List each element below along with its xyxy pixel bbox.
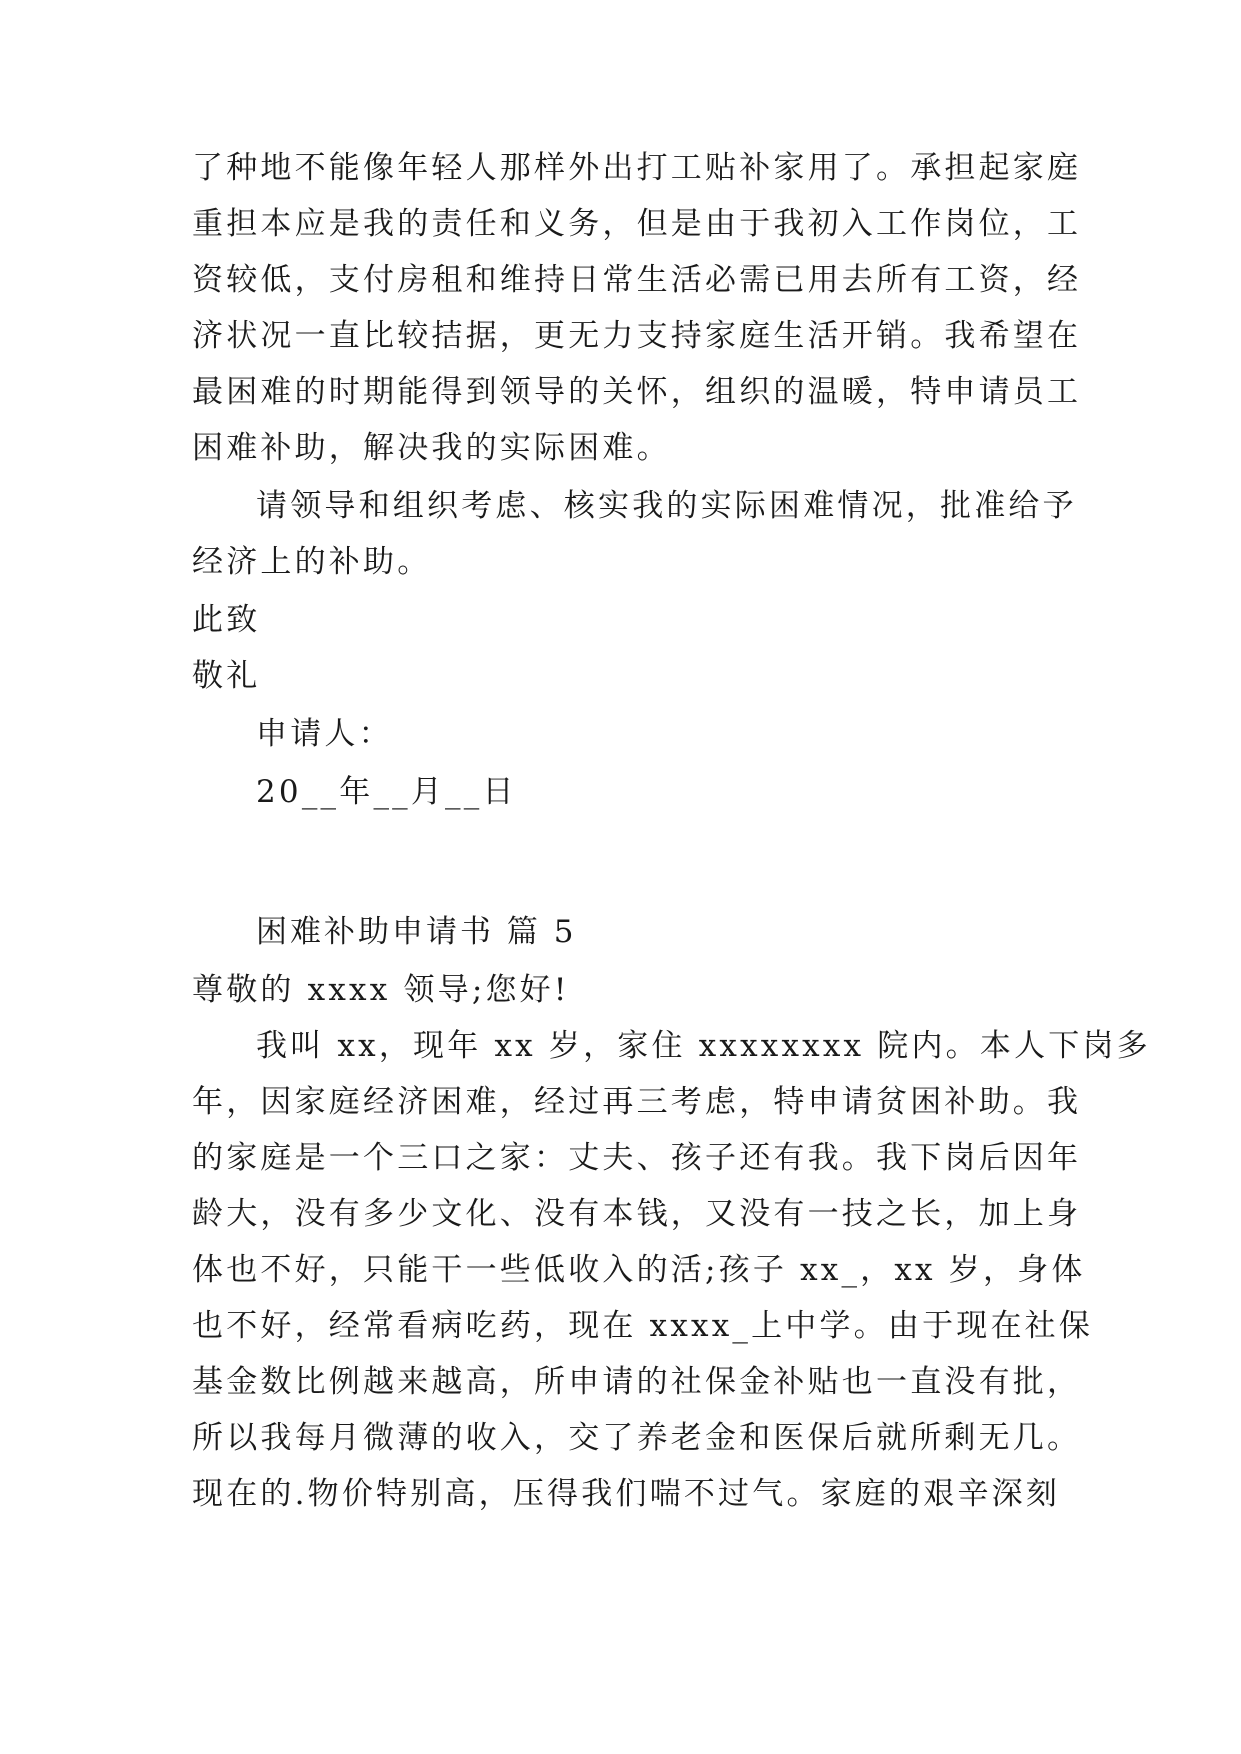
paragraph-line: 体也不好，只能干一些低收入的活;孩子 xx_，xx 岁，身体 — [192, 1252, 1086, 1288]
paragraph-line: 经济上的补助。 — [192, 544, 432, 580]
section-title: 困难补助申请书 篇 5 — [256, 914, 577, 950]
paragraph-line: 困难补助，解决我的实际困难。 — [192, 430, 671, 466]
paragraph-line: 现在的.物价特别高，压得我们喘不过气。家庭的艰辛深刻 — [192, 1476, 1061, 1512]
paragraph-line: 基金数比例越来越高，所申请的社保金补贴也一直没有批， — [192, 1364, 1082, 1400]
paragraph-line: 也不好，经常看病吃药，现在 xxxx_上中学。由于现在社保 — [192, 1308, 1094, 1344]
applicant-label: 申请人： — [256, 716, 393, 752]
date-line: 20__年__月__日 — [256, 774, 517, 810]
salutation: 尊敬的 xxxx 领导;您好! — [192, 972, 570, 1008]
closing-line: 敬礼 — [192, 658, 261, 694]
paragraph-line: 济状况一直比较拮据，更无力支持家庭生活开销。我希望在 — [192, 318, 1082, 354]
paragraph-line: 的家庭是一个三口之家：丈夫、孩子还有我。我下岗后因年 — [192, 1140, 1082, 1176]
paragraph-line: 所以我每月微薄的收入，交了养老金和医保后就所剩无几。 — [192, 1420, 1082, 1456]
paragraph-line: 年，因家庭经济困难，经过再三考虑，特申请贫困补助。我 — [192, 1084, 1082, 1120]
paragraph-line: 了种地不能像年轻人那样外出打工贴补家用了。承担起家庭 — [192, 150, 1082, 186]
paragraph-line: 我叫 xx，现年 xx 岁，家住 xxxxxxxx 院内。本人下岗多 — [256, 1028, 1151, 1064]
paragraph-line: 最困难的时期能得到领导的关怀，组织的温暖，特申请员工 — [192, 374, 1082, 410]
paragraph-line: 龄大，没有多少文化、没有本钱，又没有一技之长，加上身 — [192, 1196, 1082, 1232]
paragraph-line: 请领导和组织考虑、核实我的实际困难情况，批准给予 — [256, 488, 1077, 524]
closing-line: 此致 — [192, 602, 261, 638]
paragraph-line: 资较低，支付房租和维持日常生活必需已用去所有工资，经 — [192, 262, 1082, 298]
paragraph-line: 重担本应是我的责任和义务，但是由于我初入工作岗位，工 — [192, 206, 1082, 242]
